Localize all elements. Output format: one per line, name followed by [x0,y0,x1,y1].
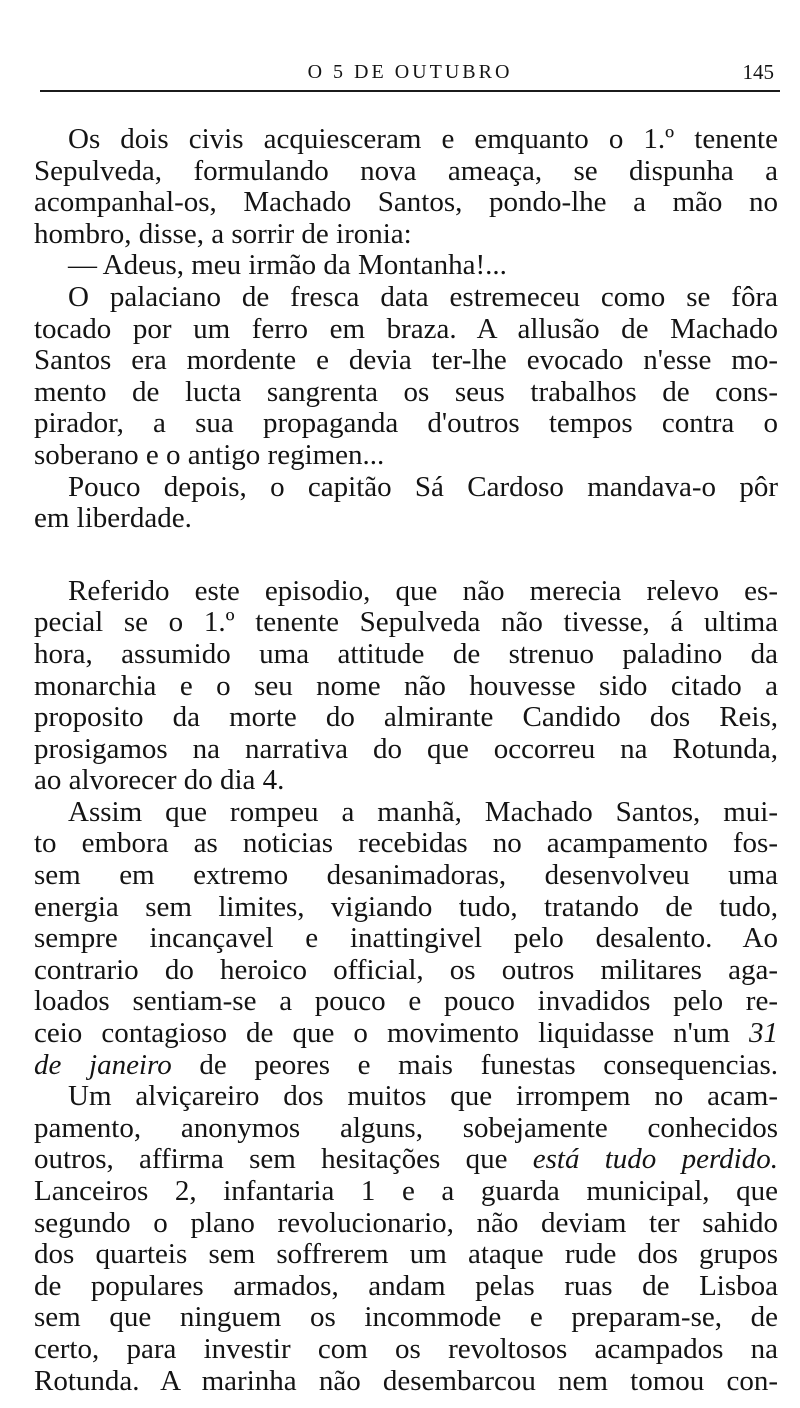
text-line [34,955,778,987]
line-text: soberano e o antigo regimen... [34,439,385,471]
line-text: O palaciano de fresca data estremeceu como se fôra [68,281,778,313]
line-text: to embora as noticias recebidas no acampamento fos- [34,828,778,860]
line-text: hora, assumido uma attitude de strenuo paladino da [34,638,778,670]
line-text: dos quarteis sem soffrerem um ataque rude dos grupos [34,1239,778,1271]
text-line [34,892,778,924]
text-line [34,828,778,860]
line-text: pirador, a sua propaganda d'outros tempos contra o [34,408,778,440]
line-text: tocado por um ferro em braza. A allusão de Machado [34,313,778,345]
text-line [34,314,778,346]
text-line [34,671,778,703]
section-gap [34,535,778,576]
line-text: pamento, anonymos alguns, sobejamente conhecidos [34,1112,778,1144]
text-line [34,860,778,892]
page-number: 145 [742,60,774,84]
paragraph [34,250,778,282]
line-text: sempre incançavel e inattingivel pelo desalento. Ao [34,923,778,955]
line-text: Lanceiros 2, infantaria 1 e a guarda municipal, que [34,1176,778,1207]
text-line [34,734,778,766]
paragraph [34,282,778,472]
paragraph [34,472,778,535]
line-text: prosigamos na narrativa do que occorreu na Rotunda, [34,733,778,765]
line-text: Sepulveda, formulando nova ameaça, se dispunha a [34,155,778,187]
line-text: Santos era mordente e devia ter-lhe evocado n'esse mo- [34,345,778,377]
text-line [34,1239,778,1271]
running-title: O 5 DE OUTUBRO [307,61,513,83]
line-text: Rotunda. A marinha não desembarcou nem tomou con- [34,1365,778,1397]
text-line [34,1334,778,1366]
line-text: monarchia e o seu nome não houvesse sido citado a [34,670,778,702]
line-text: energia sem limites, vigiando tudo, tratando de tudo, [34,891,778,923]
text-line [34,282,778,314]
line-text: Pouco depois, o capitão Sá Cardoso mandava-o pôr [68,471,778,503]
line-text: contrario do heroico official, os outros militares aga- [34,954,778,986]
line-text: Os dois civis acquiesceram e emquanto o 1.º tenente [68,124,778,155]
text-line [34,639,778,671]
line-text: hombro, disse, a sorrir de ironia: [34,218,412,250]
text-line [34,1113,778,1145]
line-text: Assim que rompeu a manhã, Machado Santos, mui- [68,796,778,828]
text-line [34,1366,778,1398]
text-line [34,345,778,377]
text-line [34,1302,778,1334]
text-line [34,1050,778,1082]
paragraph [34,797,778,1081]
text-line [34,986,778,1018]
text-line [34,1271,778,1303]
text-line [34,1018,778,1050]
line-text: — Adeus, meu irmão da Montanha!... [68,250,507,282]
text-line [34,797,778,829]
body-text [34,124,778,1397]
text-line [34,503,778,535]
line-text: de populares armados, andam pelas ruas de Lisboa [34,1270,778,1302]
text-line [34,1081,778,1113]
text-line [34,250,778,282]
text-line [34,408,778,440]
line-text: em liberdade. [34,503,192,535]
line-text: loados sentiam-se a pouco e pouco invadidos pelo re- [34,986,778,1018]
paragraph [34,1081,778,1397]
text-line [34,124,778,156]
line-text: Um alviçareiro dos muitos que irrompem no acam- [68,1081,778,1113]
paragraph [34,124,778,250]
paragraph [34,576,778,797]
line-text: outros, affirma sem hesitações que [34,1144,533,1176]
text-line [34,1176,778,1208]
italic-text: 31 [749,1018,778,1050]
line-text: ao alvorecer do dia 4. [34,765,285,797]
text-line [34,1208,778,1240]
line-text: proposito da morte do almirante Candido dos Reis, [34,702,778,734]
text-line [34,765,778,797]
text-line [34,187,778,219]
text-line [34,576,778,608]
line-text: certo, para investir com os revoltosos acampados na [34,1333,778,1365]
text-line [34,472,778,504]
line-text: pecial se o 1.º tenente Sepulveda não tivesse, á ultima [34,607,778,639]
line-text: segundo o plano revolucionario, não deviam ter sahido [34,1207,778,1239]
line-text: sem que ninguem os incommode e preparam-se, de [34,1302,778,1334]
line-text: de peores e mais funestas consequencias. [171,1049,778,1081]
line-text: sem em extremo desanimadoras, desenvolveu uma [34,860,778,892]
line-text: ceio contagioso de que o movimento liquidasse n'um [34,1018,749,1050]
text-line [34,440,778,472]
line-text: acompanhal-os, Machado Santos, pondo-lhe a mão no [34,187,778,219]
text-line [34,702,778,734]
italic-text: de janeiro [34,1049,172,1081]
header-rule [40,90,780,92]
line-text: Referido este episodio, que não merecia relevo es- [68,575,778,607]
italic-text: está tudo perdido. [532,1144,778,1176]
text-line [34,607,778,639]
running-head [40,58,780,86]
line-text: mento de lucta sangrenta os seus trabalhos de cons- [34,376,778,408]
text-line [34,923,778,955]
text-line [34,156,778,188]
text-line [34,1144,778,1176]
text-line [34,377,778,409]
text-line [34,219,778,251]
